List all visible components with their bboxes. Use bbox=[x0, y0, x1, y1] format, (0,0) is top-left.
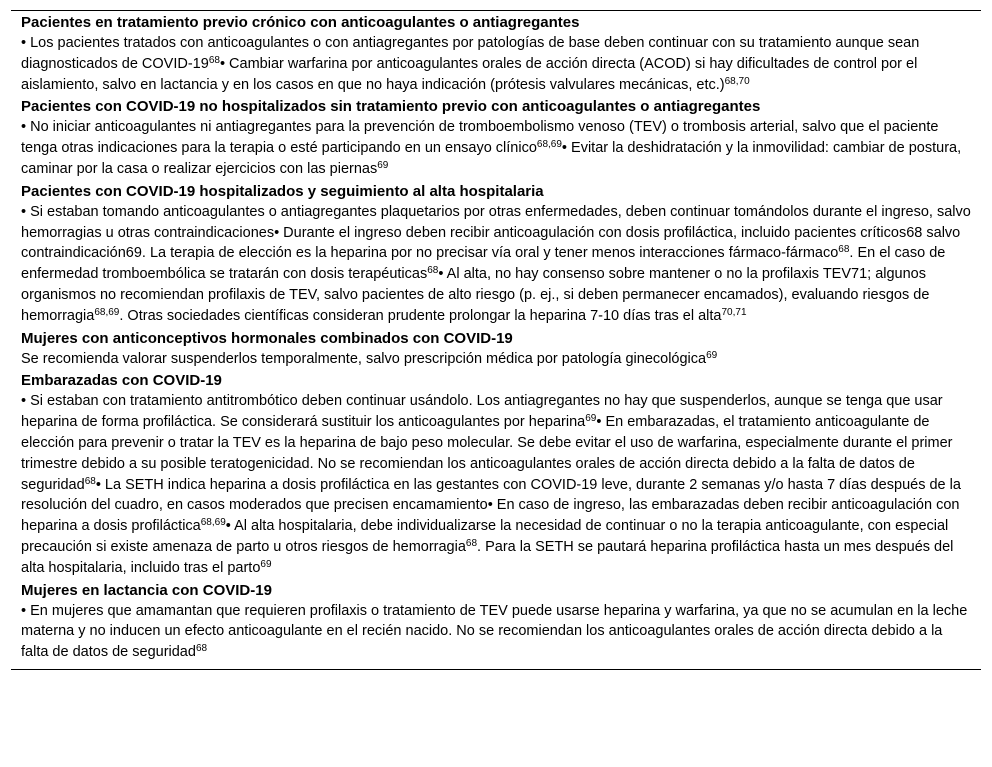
citation-ref: 68 bbox=[427, 265, 439, 277]
section-title: Mujeres en lactancia con COVID-19 bbox=[21, 581, 272, 599]
body-text: • No iniciar anticoagulantes ni antiagregantes para la prevención de tromboembolismo venoso (TEV) o trombosis arterial, salvo que el paciente tenga otras indicaciones para la terapia o esté participando en un ensayo clínico bbox=[21, 119, 939, 157]
citation-ref: 69 bbox=[585, 413, 597, 425]
body-text: Se recomienda valorar suspenderlos temporalmente, salvo prescripción médica por patología ginecológica bbox=[21, 350, 707, 367]
section-body bbox=[21, 202, 971, 327]
citation-ref: 68 bbox=[84, 475, 96, 487]
section-title: Mujeres con anticonceptivos hormonales combinados con COVID-19 bbox=[21, 329, 513, 347]
section-body bbox=[21, 349, 971, 370]
recommendations-table bbox=[11, 10, 981, 670]
section-body bbox=[21, 117, 971, 179]
section-lactation bbox=[11, 579, 981, 669]
section-chronic-treatment bbox=[11, 11, 981, 95]
citation-ref: 70,71 bbox=[721, 306, 747, 318]
section-pregnant bbox=[11, 369, 981, 578]
body-text: • Cambiar warfarina por anticoagulantes orales de acción directa (ACOD) si hay dificultades de control por el aislamiento, salvo en lactancia y en los casos en que no haya indicación (prótesis valvulares mecánicas, etc.) bbox=[21, 55, 918, 93]
section-body bbox=[21, 601, 971, 669]
citation-ref: 69 bbox=[706, 349, 718, 361]
section-body bbox=[21, 391, 971, 578]
body-text: . Para la SETH se pautará heparina profiláctica hasta un mes después del alta hospitalaria, incluido tras el parto bbox=[21, 538, 954, 576]
citation-ref: 68,69 bbox=[200, 517, 226, 529]
citation-ref: 68 bbox=[208, 54, 220, 66]
citation-ref: 69 bbox=[377, 159, 389, 171]
citation-ref: 68 bbox=[195, 643, 208, 655]
body-text: • En embarazadas, el tratamiento anticoagulante de elección para prevenir o tratar la TEV es la heparina de bajo peso molecular. Se debe evitar el uso de warfarina, especialmente durante el primer trimestre debido a su posible teratogenicidad. No se recomiendan los anticoagulantes orales de acción directa debido a la falta de datos de seguridad bbox=[21, 414, 953, 493]
section-title: Embarazadas con COVID-19 bbox=[21, 372, 222, 390]
section-hormonal-contraceptives bbox=[11, 327, 981, 370]
body-text: • Al alta hospitalaria, debe individualizarse la necesidad de continuar o no la terapia anticoagulante, con especial precaución si existe amenaza de parto u otros riesgos de hemorragia bbox=[21, 518, 949, 555]
body-text: . En el caso de enfermedad tromboembólica se tratarán con dosis terapéuticas bbox=[21, 245, 946, 283]
body-text: • Al alta, no hay consenso sobre mantener o no la profilaxis TEV71; algunos organismos no recomiendan profilaxis de TEV, salvo pacientes de alto riesgo (p. ej., si deben permanecer encamados), evaluando riesgos de hemorragia bbox=[21, 266, 930, 324]
citation-ref: 68 bbox=[838, 244, 850, 256]
body-text: • Si estaban con tratamiento antitrombótico deben continuar usándolo. Los antiagregantes no hay que suspenderlos, aunque se tenga que usar heparina de forma profiláctica. Se considerará sustituir los anticoagulantes por heparina bbox=[21, 393, 943, 431]
citation-ref: 68,69 bbox=[536, 139, 562, 151]
section-non-hospitalized bbox=[11, 95, 981, 179]
body-text: . Otras sociedades científicas consideran prudente prolongar la heparina 7-10 días tras el alta bbox=[119, 307, 722, 324]
section-title: Pacientes con COVID-19 hospitalizados y seguimiento al alta hospitalaria bbox=[21, 182, 544, 200]
section-body bbox=[21, 33, 971, 95]
section-hospitalized bbox=[11, 180, 981, 327]
body-text: • Si estaban tomando anticoagulantes o antiagregantes plaquetarios por otras enfermedades, deben continuar tomándolos durante el ingreso, salvo hemorragias u otras contraindicaciones• Durante el ingreso deben recibir anticoagulación con dosis profiláctica, incluido pacientes críticos68 salvo contraindicación69. La terapia de elección es la heparina por no precisar vía oral y tener menos interacciones fármaco-fármaco bbox=[21, 203, 971, 262]
citation-ref: 69 bbox=[260, 558, 272, 570]
citation-ref: 68,70 bbox=[724, 75, 750, 87]
body-text: • Evitar la deshidratación y la inmovilidad: cambiar de postura, caminar por la casa o realizar ejercicios con las piernas bbox=[21, 140, 962, 177]
citation-ref: 68 bbox=[465, 537, 478, 549]
section-title: Pacientes con COVID-19 no hospitalizados sin tratamiento previo con anticoagulantes o antiagregantes bbox=[21, 98, 761, 116]
section-title: Pacientes en tratamiento previo crónico con anticoagulantes o antiagregantes bbox=[21, 14, 580, 31]
body-text: • En mujeres que amamantan que requieren profilaxis o tratamiento de TEV puede usarse heparina y warfarina, ya que no se acumulan en la leche materna y no inducen un efecto anticoagulante en el recién nacido. No se recomiendan los anticoagulantes orales de acción directa debido a la falta de datos de seguridad bbox=[21, 602, 968, 661]
body-text: • La SETH indica heparina a dosis profiláctica en las gestantes con COVID-19 leve, durante 2 semanas y/o hasta 7 días después de la resolución del cuadro, en casos moderados que precisen encamamiento• En caso de ingreso, las embarazadas deben recibir anticoagulación con heparina a dosis profiláctica bbox=[21, 476, 961, 535]
citation-ref: 68,69 bbox=[94, 306, 120, 318]
body-text: • Los pacientes tratados con anticoagulantes o con antiagregantes por patologías de base deben continuar con su tratamiento aunque sean diagnosticados de COVID-19 bbox=[21, 35, 920, 72]
